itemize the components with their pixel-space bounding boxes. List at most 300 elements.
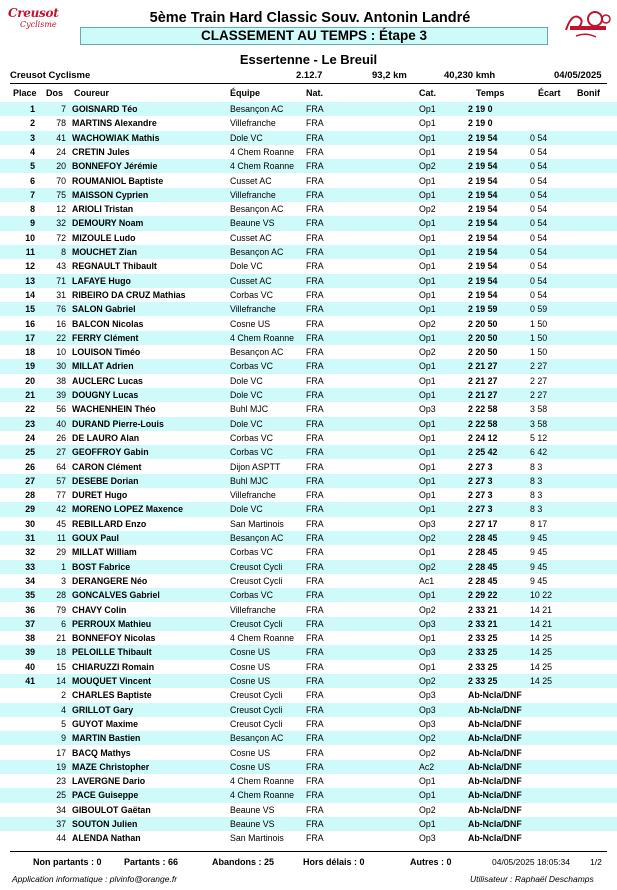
cell-team: Corbas VC (230, 432, 274, 443)
cell-dos: 79 (56, 604, 66, 615)
cell-dos: 32 (56, 218, 66, 229)
cell-team: Cusset AC (230, 275, 272, 286)
cell-ecart: 0 54 (530, 204, 548, 215)
cell-name: BONNEFOY Nicolas (72, 633, 156, 644)
table-row (0, 717, 617, 731)
cell-cat: Op1 (419, 275, 436, 286)
cell-dos: 2 (61, 690, 66, 701)
cell-ecart: 1 50 (530, 332, 548, 343)
cell-place: 22 (25, 404, 35, 415)
cell-time: 2 21 27 (468, 375, 498, 386)
cell-nat: FRA (306, 218, 324, 229)
table-row (0, 174, 617, 188)
cell-team: Villefranche (230, 304, 276, 315)
cell-cat: Op1 (419, 175, 436, 186)
cell-name: PERROUX Mathieu (72, 618, 152, 629)
cell-place: 36 (25, 604, 35, 615)
cell-nat: FRA (306, 661, 324, 672)
cell-cat: Op1 (419, 776, 436, 787)
cell-name: MOUCHET Zian (72, 247, 137, 257)
cell-team: Dole VC (230, 418, 263, 429)
cell-name: SALON Gabriel (72, 304, 136, 315)
cell-team: Beaune VS (230, 819, 275, 829)
cell-ecart: 0 54 (530, 161, 548, 172)
table-row (0, 574, 617, 588)
cell-time: 2 33 25 (468, 633, 498, 644)
col-time: Temps (476, 88, 505, 98)
cell-dos: 42 (56, 504, 66, 515)
cell-nat: FRA (306, 776, 324, 787)
cell-nat: FRA (306, 390, 324, 400)
cell-nat: FRA (306, 561, 324, 572)
cell-place: 7 (30, 189, 35, 200)
cell-dos: 45 (56, 518, 66, 529)
cell-dos: 5 (61, 718, 66, 729)
cell-cat: Op1 (419, 375, 436, 386)
cell-time: 2 28 45 (468, 575, 498, 586)
cell-ecart: 8 3 (530, 461, 543, 472)
cell-cat: Op1 (419, 304, 436, 315)
cell-place: 38 (25, 633, 35, 644)
cell-ecart: 14 21 (530, 618, 553, 629)
cell-nat: FRA (306, 418, 324, 429)
col-cat: Cat. (419, 88, 437, 98)
cell-cat: Op1 (419, 475, 436, 486)
cell-name: LAFAYE Hugo (72, 275, 131, 286)
cell-place: 15 (25, 304, 35, 315)
cell-cat: Op3 (419, 618, 436, 629)
cell-time: 2 25 42 (468, 447, 498, 458)
divider (10, 83, 607, 84)
cell-ecart: 14 25 (530, 661, 553, 672)
cell-place: 37 (25, 618, 35, 629)
cell-name: BACQ Mathys (72, 747, 131, 758)
cell-time: 2 19 0 (468, 104, 493, 114)
cell-cat: Op1 (419, 461, 436, 472)
cell-team: Villefranche (230, 604, 276, 615)
footer-divider (10, 851, 607, 852)
cell-dos: 57 (56, 475, 66, 486)
cell-nat: FRA (306, 104, 324, 114)
cell-time: 2 24 12 (468, 432, 498, 443)
cell-place: 34 (25, 575, 35, 586)
cell-ecart: 1 50 (530, 318, 548, 329)
table-row (0, 445, 617, 459)
cell-nat: FRA (306, 432, 324, 443)
cell-name: GOUX Paul (72, 533, 119, 543)
cell-cat: Op1 (419, 232, 436, 243)
cell-place: 4 (30, 146, 35, 157)
table-row (0, 359, 617, 373)
cell-time: 2 27 3 (468, 461, 493, 472)
cell-time: 2 19 54 (468, 275, 498, 286)
cell-name: WACHENHEIN Théo (72, 404, 156, 415)
cell-cat: Op3 (419, 833, 436, 844)
cell-dos: 43 (56, 261, 66, 272)
table-row (0, 259, 617, 273)
logo-line1: Creusot (8, 6, 59, 20)
cell-team: Villefranche (230, 118, 276, 129)
cell-time: 2 19 54 (468, 247, 498, 257)
table-row (0, 831, 617, 845)
cell-time: 2 27 3 (468, 490, 493, 501)
cell-name: CHARLES Baptiste (72, 690, 152, 701)
cell-name: CHAVY Colin (72, 604, 127, 615)
cell-ecart: 0 54 (530, 132, 548, 143)
cell-time: 2 28 45 (468, 547, 498, 558)
cell-cat: Op1 (419, 118, 436, 129)
cell-place: 20 (25, 375, 35, 386)
event-logo-icon (562, 8, 612, 42)
cell-name: DESEBE Dorian (72, 475, 139, 486)
cell-nat: FRA (306, 146, 324, 157)
cell-place: 9 (30, 218, 35, 229)
cell-time: 2 22 58 (468, 418, 498, 429)
table-row (0, 274, 617, 288)
cell-time: 2 19 54 (468, 175, 498, 186)
cell-name: DURAND Pierre-Louis (72, 418, 164, 429)
cell-name: FERRY Clément (72, 332, 139, 343)
cell-time: 2 19 59 (468, 304, 498, 315)
organizer-club: Creusot Cyclisme (10, 70, 91, 81)
cell-ecart: 8 17 (530, 518, 548, 529)
cell-team: Corbas VC (230, 547, 274, 558)
cell-cat: Op3 (419, 404, 436, 415)
cell-ecart: 0 54 (530, 218, 548, 229)
cell-nat: FRA (306, 175, 324, 186)
cell-place: 25 (25, 447, 35, 458)
cell-dos: 75 (56, 189, 66, 200)
cell-ecart: 0 54 (530, 247, 548, 257)
cell-team: Villefranche (230, 189, 276, 200)
cell-cat: Op1 (419, 790, 436, 801)
cell-team: San Martinois (230, 833, 284, 844)
stage-venue: Essertenne - Le Breuil (239, 52, 378, 67)
cell-time: Ab-Ncla/DNF (468, 704, 522, 715)
cell-name: BOST Fabrice (72, 561, 131, 572)
table-row (0, 560, 617, 574)
cell-dos: 31 (56, 289, 66, 300)
table-row (0, 231, 617, 245)
cell-team: Cosne US (230, 661, 271, 672)
cell-time: Ab-Ncla/DNF (468, 733, 522, 744)
cell-dos: 56 (56, 404, 66, 415)
hors-delais: Hors délais : 0 (303, 857, 365, 867)
table-row (0, 202, 617, 216)
cell-place: 17 (25, 332, 35, 343)
cell-dos: 26 (56, 432, 66, 443)
cell-dos: 10 (56, 347, 66, 358)
cell-ecart: 2 27 (530, 361, 548, 372)
cell-place: 14 (25, 289, 35, 300)
cell-time: 2 27 3 (468, 504, 493, 515)
cell-cat: Op3 (419, 518, 436, 529)
cell-ecart: 14 25 (530, 676, 553, 686)
cell-team: Villefranche (230, 490, 276, 501)
cell-time: Ab-Ncla/DNF (468, 718, 522, 729)
cell-nat: FRA (306, 461, 324, 472)
cell-nat: FRA (306, 361, 324, 372)
autres: Autres : 0 (410, 857, 452, 867)
cell-team: Creusot Cycli (230, 618, 283, 629)
cell-cat: Op2 (419, 204, 436, 215)
cell-nat: FRA (306, 761, 324, 772)
cell-time: 2 27 3 (468, 475, 493, 486)
cell-name: GONCALVES Gabriel (72, 590, 160, 601)
cell-time: Ab-Ncla/DNF (468, 790, 522, 801)
cell-ecart: 9 45 (530, 561, 548, 572)
cell-place: 1 (30, 104, 35, 114)
cell-name: GRILLOT Gary (72, 704, 134, 715)
col-dos: Dos (46, 88, 64, 98)
cell-name: DEMOURY Noam (72, 218, 144, 229)
cell-ecart: 10 22 (530, 590, 553, 601)
cell-ecart: 3 58 (530, 418, 548, 429)
cell-team: Dole VC (230, 504, 263, 515)
cell-nat: FRA (306, 533, 324, 543)
race-date: 04/05/2025 (554, 70, 602, 81)
cell-cat: Op1 (419, 661, 436, 672)
cell-place: 18 (25, 347, 35, 358)
cell-place: 24 (25, 432, 35, 443)
non-partants: Non partants : 0 (33, 857, 102, 867)
cell-ecart: 9 45 (530, 575, 548, 586)
table-row (0, 116, 617, 130)
cell-cat: Op2 (419, 804, 436, 815)
cell-time: 2 21 27 (468, 390, 498, 400)
table-row (0, 417, 617, 431)
table-row (0, 531, 617, 545)
cell-cat: Op3 (419, 704, 436, 715)
cell-team: Corbas VC (230, 590, 274, 601)
cell-time: Ab-Ncla/DNF (468, 833, 522, 844)
cell-team: Cosne US (230, 318, 271, 329)
cell-team: 4 Chem Roanne (230, 161, 295, 172)
cell-dos: 23 (56, 776, 66, 787)
cell-nat: FRA (306, 833, 324, 844)
table-row (0, 216, 617, 230)
cell-time: Ab-Ncla/DNF (468, 747, 522, 758)
table-row (0, 502, 617, 516)
cell-name: WACHOWIAK Mathis (72, 132, 160, 143)
cell-nat: FRA (306, 204, 324, 215)
col-place: Place (13, 88, 37, 98)
cell-time: 2 33 21 (468, 604, 498, 615)
cell-cat: Op1 (419, 189, 436, 200)
race-title: 5ème Train Hard Classic Souv. Antonin Landré (149, 10, 471, 26)
cell-dos: 41 (56, 132, 66, 143)
cell-team: Dole VC (230, 132, 263, 143)
cell-nat: FRA (306, 518, 324, 529)
cell-dos: 18 (56, 647, 66, 658)
cell-dos: 76 (56, 304, 66, 315)
cell-team: Cusset AC (230, 175, 272, 186)
cell-time: 2 29 22 (468, 590, 498, 601)
cell-place: 29 (25, 504, 35, 515)
cell-time: 2 33 21 (468, 618, 498, 629)
table-row (0, 603, 617, 617)
cell-nat: FRA (306, 161, 324, 172)
cell-nat: FRA (306, 804, 324, 815)
cell-ecart: 14 21 (530, 604, 553, 615)
cell-nat: FRA (306, 318, 324, 329)
cell-time: Ab-Ncla/DNF (468, 819, 522, 829)
cell-nat: FRA (306, 447, 324, 458)
cell-team: Creusot Cycli (230, 575, 283, 586)
cell-cat: Op1 (419, 390, 436, 400)
cell-team: Creusot Cycli (230, 561, 283, 572)
ranking-subtitle: CLASSEMENT AU TEMPS : Étape 3 (80, 27, 548, 45)
table-row (0, 302, 617, 316)
cell-dos: 22 (56, 332, 66, 343)
table-row (0, 545, 617, 559)
print-timestamp: 04/05/2025 18:05:34 (492, 857, 570, 867)
cell-team: Besançon AC (230, 533, 284, 543)
page-number: 1/2 (590, 857, 602, 867)
cell-cat: Op1 (419, 432, 436, 443)
cell-time: 2 33 25 (468, 676, 498, 686)
cell-cat: Op1 (419, 261, 436, 272)
cell-ecart: 0 54 (530, 261, 548, 272)
cell-name: SOUTON Julien (72, 819, 138, 829)
cell-ecart: 0 54 (530, 289, 548, 300)
table-row (0, 288, 617, 302)
cell-dos: 27 (56, 447, 66, 458)
cell-team: Beaune VS (230, 218, 275, 229)
table-row (0, 188, 617, 202)
cell-time: 2 19 54 (468, 146, 498, 157)
logo-line2: Cyclisme (20, 20, 57, 29)
race-code: 2.12.7 (296, 70, 323, 81)
cell-team: Cosne US (230, 647, 271, 658)
cell-cat: Op1 (419, 447, 436, 458)
cell-name: AUCLERC Lucas (72, 375, 143, 386)
cell-nat: FRA (306, 275, 324, 286)
cell-team: Dole VC (230, 261, 263, 272)
cell-team: San Martinois (230, 518, 284, 529)
cell-team: 4 Chem Roanne (230, 146, 295, 157)
table-row (0, 688, 617, 702)
cell-nat: FRA (306, 347, 324, 358)
cell-cat: Op2 (419, 161, 436, 172)
cell-dos: 6 (61, 618, 66, 629)
cell-team: Besançon AC (230, 204, 284, 215)
cell-ecart: 9 45 (530, 533, 548, 543)
cell-place: 39 (25, 647, 35, 658)
cell-name: MILLAT William (72, 547, 137, 558)
cell-nat: FRA (306, 604, 324, 615)
cell-nat: FRA (306, 504, 324, 515)
cell-ecart: 0 54 (530, 146, 548, 157)
cell-time: Ab-Ncla/DNF (468, 776, 522, 787)
cell-name: ALENDA Nathan (72, 833, 141, 844)
cell-team: Creusot Cycli (230, 690, 283, 701)
cell-time: 2 22 58 (468, 404, 498, 415)
table-row (0, 159, 617, 173)
cell-nat: FRA (306, 189, 324, 200)
cell-name: MAISSON Cyprien (72, 189, 149, 200)
cell-ecart: 2 27 (530, 390, 548, 400)
cell-nat: FRA (306, 819, 324, 829)
cell-team: Besançon AC (230, 104, 284, 114)
cell-nat: FRA (306, 547, 324, 558)
cell-cat: Op2 (419, 747, 436, 758)
cell-name: REBILLARD Enzo (72, 518, 147, 529)
cell-cat: Op1 (419, 819, 436, 829)
cell-place: 21 (25, 390, 35, 400)
cell-time: 2 19 54 (468, 204, 498, 215)
cell-name: MORENO LOPEZ Maxence (72, 504, 183, 515)
cell-cat: Op1 (419, 332, 436, 343)
cell-place: 30 (25, 518, 35, 529)
cell-dos: 71 (56, 275, 66, 286)
cell-dos: 70 (56, 175, 66, 186)
col-team: Équipe (230, 88, 261, 98)
cell-cat: Op1 (419, 146, 436, 157)
cell-place: 28 (25, 490, 35, 501)
cell-team: Besançon AC (230, 733, 284, 744)
cell-dos: 29 (56, 547, 66, 558)
cell-team: Beaune VS (230, 804, 275, 815)
cell-cat: Op1 (419, 218, 436, 229)
col-name: Coureur (74, 88, 110, 98)
table-row (0, 131, 617, 145)
cell-place: 27 (25, 475, 35, 486)
cell-nat: FRA (306, 718, 324, 729)
cell-team: 4 Chem Roanne (230, 633, 295, 644)
cell-cat: Op2 (419, 561, 436, 572)
cell-dos: 78 (56, 118, 66, 129)
cell-team: Creusot Cycli (230, 704, 283, 715)
cell-nat: FRA (306, 332, 324, 343)
cell-dos: 7 (61, 104, 66, 114)
cell-time: 2 19 54 (468, 132, 498, 143)
cell-team: Corbas VC (230, 447, 274, 458)
cell-name: LAVERGNE Dario (72, 776, 146, 787)
cell-cat: Op3 (419, 690, 436, 701)
cell-team: Creusot Cycli (230, 718, 283, 729)
cell-name: PACE Guiseppe (72, 790, 139, 801)
cell-name: ARIOLI Tristan (72, 204, 134, 215)
cell-team: Dole VC (230, 390, 263, 400)
cell-ecart: 8 3 (530, 475, 543, 486)
cell-place: 35 (25, 590, 35, 601)
cell-name: BONNEFOY Jérémie (72, 161, 158, 172)
cell-time: 2 20 50 (468, 332, 498, 343)
cell-nat: FRA (306, 733, 324, 744)
cell-name: CRETIN Jules (72, 146, 130, 157)
table-row (0, 317, 617, 331)
cell-dos: 14 (56, 676, 66, 686)
cell-cat: Op1 (419, 132, 436, 143)
cell-dos: 9 (61, 733, 66, 744)
cell-place: 5 (30, 161, 35, 172)
cell-name: DURET Hugo (72, 490, 128, 501)
cell-dos: 17 (56, 747, 66, 758)
cell-ecart: 3 58 (530, 404, 548, 415)
cell-dos: 3 (61, 575, 66, 586)
cell-place: 31 (25, 533, 35, 543)
cell-cat: Op2 (419, 533, 436, 543)
cell-nat: FRA (306, 475, 324, 486)
creusot-logo (8, 6, 59, 36)
cell-place: 33 (25, 561, 35, 572)
col-bonif: Bonif (577, 88, 600, 98)
cell-nat: FRA (306, 232, 324, 243)
cell-dos: 64 (56, 461, 66, 472)
cell-ecart: 0 54 (530, 275, 548, 286)
cell-dos: 77 (56, 490, 66, 501)
